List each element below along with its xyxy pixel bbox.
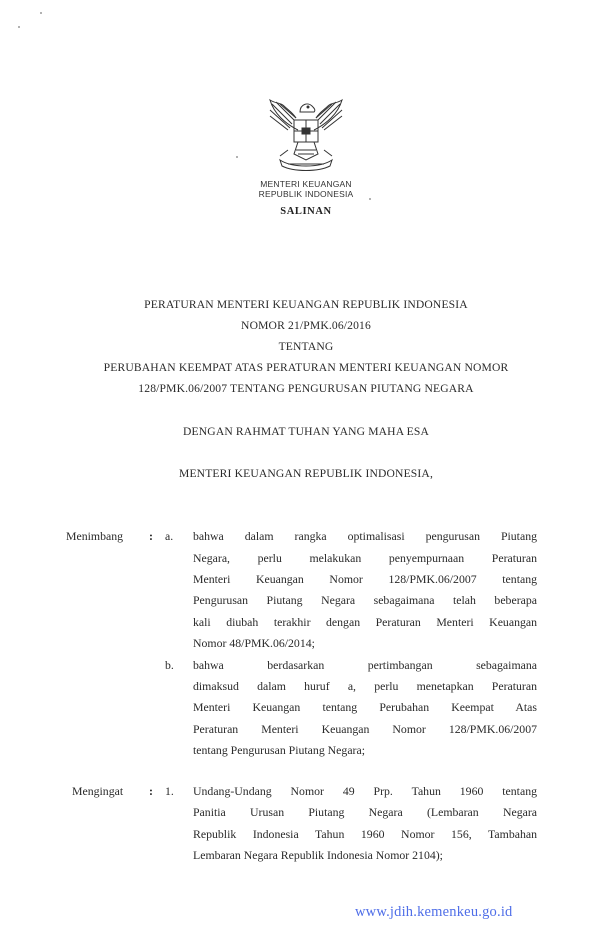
clause-1-line: Undang-Undang Nomor 49 Prp. Tahun 1960 tentang (193, 784, 537, 798)
clause-a-line: bahwa dalam rangka optimalisasi pengurusan Piutang (193, 529, 537, 543)
jdih-website-link[interactable]: www.jdih.kemenkeu.go.id (355, 904, 513, 920)
clause-1-line: Panitia Urusan Piutang Negara (Lembaran Negara (193, 805, 537, 819)
clause-b-line: Peraturan Menteri Keuangan Nomor 128/PMK.06/2007 (193, 722, 537, 736)
clause-b-line: dimaksud dalam huruf a, perlu menetapkan Peraturan (193, 679, 537, 693)
clause-a-line: Negara, perlu melakukan penyempurnaan Peraturan (193, 551, 537, 565)
garuda-emblem-icon (258, 90, 354, 174)
clause-marker-1: 1. (165, 784, 174, 798)
regulation-number: NOMOR 21/PMK.06/2016 (241, 319, 371, 332)
clause-1-line: Republik Indonesia Tahun 1960 Nomor 156, Tambahan (193, 827, 537, 841)
menimbang-label: Menimbang (66, 529, 124, 543)
regulation-subject-line1: PERUBAHAN KEEMPAT ATAS PERATURAN MENTERI KEUANGAN NOMOR (103, 361, 509, 374)
clause-a-line: Nomor 48/PMK.06/2014; (193, 636, 315, 650)
salinan-stamp: SALINAN (280, 206, 332, 217)
clause-b-line: Menteri Keuangan tentang Perubahan Keempat Atas (193, 700, 537, 714)
regulation-subject-line2: 128/PMK.06/2007 TENTANG PENGURUSAN PIUTANG NEGARA (138, 382, 474, 395)
clause-marker-b: b. (165, 658, 174, 672)
clause-b-line: bahwa berdasarkan pertimbangan sebagaimana (193, 658, 537, 672)
invocation: DENGAN RAHMAT TUHAN YANG MAHA ESA (183, 425, 429, 438)
regulation-title-line1: PERATURAN MENTERI KEUANGAN REPUBLIK INDONESIA (144, 298, 468, 311)
mengingat-label: Mengingat (72, 784, 124, 798)
scan-speck (236, 156, 238, 158)
clause-marker-a: a. (165, 529, 174, 543)
regulation-tentang: TENTANG (278, 340, 334, 353)
menimbang-colon: : (149, 529, 153, 543)
issuing-authority: MENTERI KEUANGAN REPUBLIK INDONESIA, (178, 467, 433, 480)
scan-speck (40, 12, 42, 14)
institution-name-line2: REPUBLIK INDONESIA (258, 189, 354, 199)
institution-name-line1: MENTERI KEUANGAN (260, 179, 352, 189)
clause-a-line: Menteri Keuangan Nomor 128/PMK.06/2007 tentang (193, 572, 537, 586)
mengingat-colon: : (149, 784, 153, 798)
scan-speck (18, 26, 20, 28)
clause-1-line: Lembaran Negara Republik Indonesia Nomor 2104); (193, 848, 443, 862)
clause-b-line: tentang Pengurusan Piutang Negara; (193, 743, 365, 757)
clause-a-line: Pengurusan Piutang Negara sebagaimana telah beberapa (193, 593, 537, 607)
clause-a-line: kali diubah terakhir dengan Peraturan Menteri Keuangan (193, 615, 537, 629)
